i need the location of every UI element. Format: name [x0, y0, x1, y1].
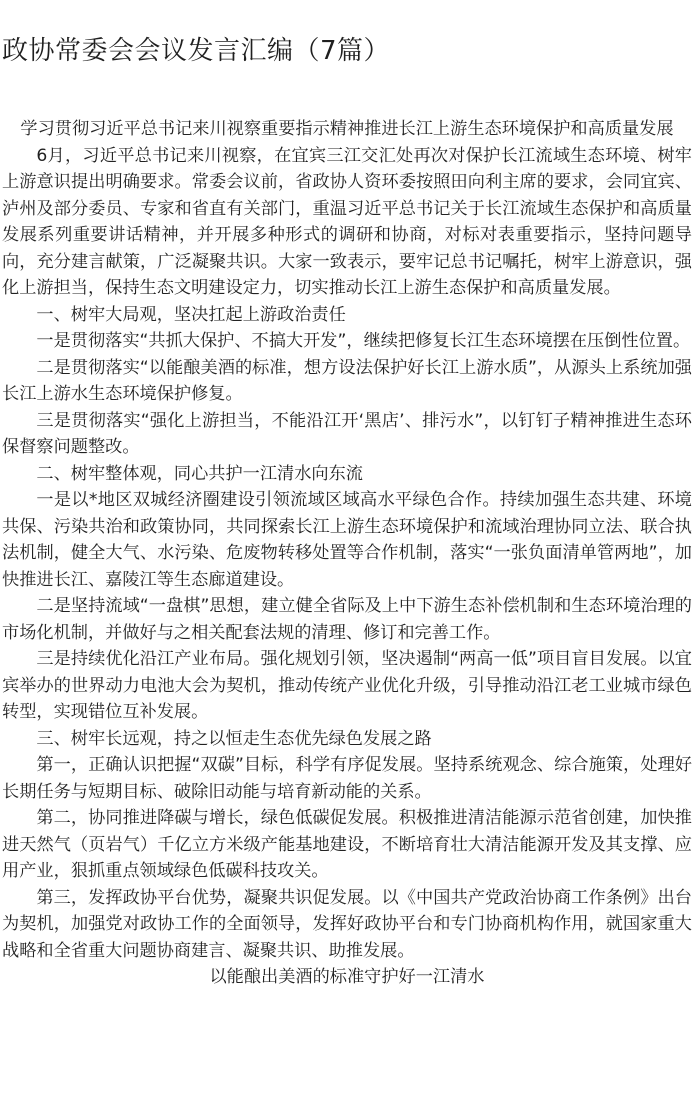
article-title: 学习贯彻习近平总书记来川视察重要指示精神推进长江上游生态环境保护和高质量发展 — [20, 119, 674, 139]
paragraph: 二是贯彻落实“以能酿美酒的标准，想方设法保护好长江上游水质”，从源头上系统加强长江上游水生态环境保护修复。 — [2, 357, 692, 404]
paragraph: 一是贯彻落实“共抓大保护、不搞大开发”，继续把修复长江生态环境摆在压倒性位置。 — [36, 331, 691, 351]
paragraph: 三是贯彻落实“强化上游担当，不能沿江开‘黑店’、排污水”，以钉钉子精神推进生态环保督察问题整改。 — [2, 410, 692, 457]
article-body — [2, 116, 692, 991]
section-heading-1: 一、树牢大局观，坚决扛起上游政治责任 — [36, 304, 346, 325]
section-heading-2: 二、树牢整体观，同心共护一江清水向东流 — [36, 463, 363, 484]
paragraph: 第三，发挥政协平台优势，凝聚共识促发展。以《中国共产党政治协商工作条例》出台为契机，加强党对政协工作的全面领导，发挥好政协平台和专门协商机构作用，就国家重大战略和全省重大问题协商建言、凝聚共识、助推发展。 — [2, 887, 692, 961]
next-section-title: 以能酿出美酒的标准守护好一江清水 — [209, 967, 485, 987]
section-heading-3: 三、树牢长远观，持之以恒走生态优先绿色发展之路 — [36, 728, 432, 749]
paragraph: 第一，正确认识把握“双碳”目标，科学有序促发展。坚持系统观念、综合施策，处理好长期任务与短期目标、破除旧动能与培育新动能的关系。 — [2, 755, 692, 802]
paragraph-intro: 6月，习近平总书记来川视察，在宜宾三江交汇处再次对保护长江流域生态环境、树牢上游意识提出明确要求。常委会议前，省政协人资环委按照田向利主席的要求，会同宜宾、泸州及部分委员、专家和省直有关部门，重温习近平总书记关于长江流域生态保护和高质量发展系列重要讲话精神，并开展多种形式的调研和协商，对标对表重要指示，坚持问题导向，充分建言献策，广泛凝聚共识。大家一致表示，要牢记总书记嘱托，树牢上游意识，强化上游担当，保持生态文明建设定力，切实推动长江上游生态保护和高质量发展。 — [2, 145, 692, 298]
paragraph: 第二，协同推进降碳与增长，绿色低碳促发展。积极推进清洁能源示范省创建，加快推进天然气（页岩气）千亿立方米级产能基地建设，不断培育壮大清洁能源开发及其支撑、应用产业，狠抓重点领域绿色低碳科技攻关。 — [2, 808, 692, 881]
document-title: 政协常委会会议发言汇编（7篇） — [2, 36, 391, 66]
paragraph: 一是以*地区双城经济圈建设引领流域区域高水平绿色合作。持续加强生态共建、环境共保、污染共治和政策协同，共同探索长江上游生态环境保护和流域治理协同立法、联合执法机制，健全大气、水污染、危废物转移处置等合作机制，落实“一张负面清单管两地”，加快推进长江、嘉陵江等生态廊道建设。 — [2, 490, 692, 590]
paragraph: 三是持续优化沿江产业布局。强化规划引领，坚决遏制“两高一低”项目盲目发展。以宜宾举办的世界动力电池大会为契机，推动传统产业优化升级，引导推动沿江老工业城市绿色转型，实现错位互补发展。 — [2, 649, 692, 722]
paragraph: 二是坚持流域“一盘棋”思想，建立健全省际及上中下游生态补偿机制和生态环境治理的市场化机制，并做好与之相关配套法规的清理、修订和完善工作。 — [2, 596, 692, 643]
